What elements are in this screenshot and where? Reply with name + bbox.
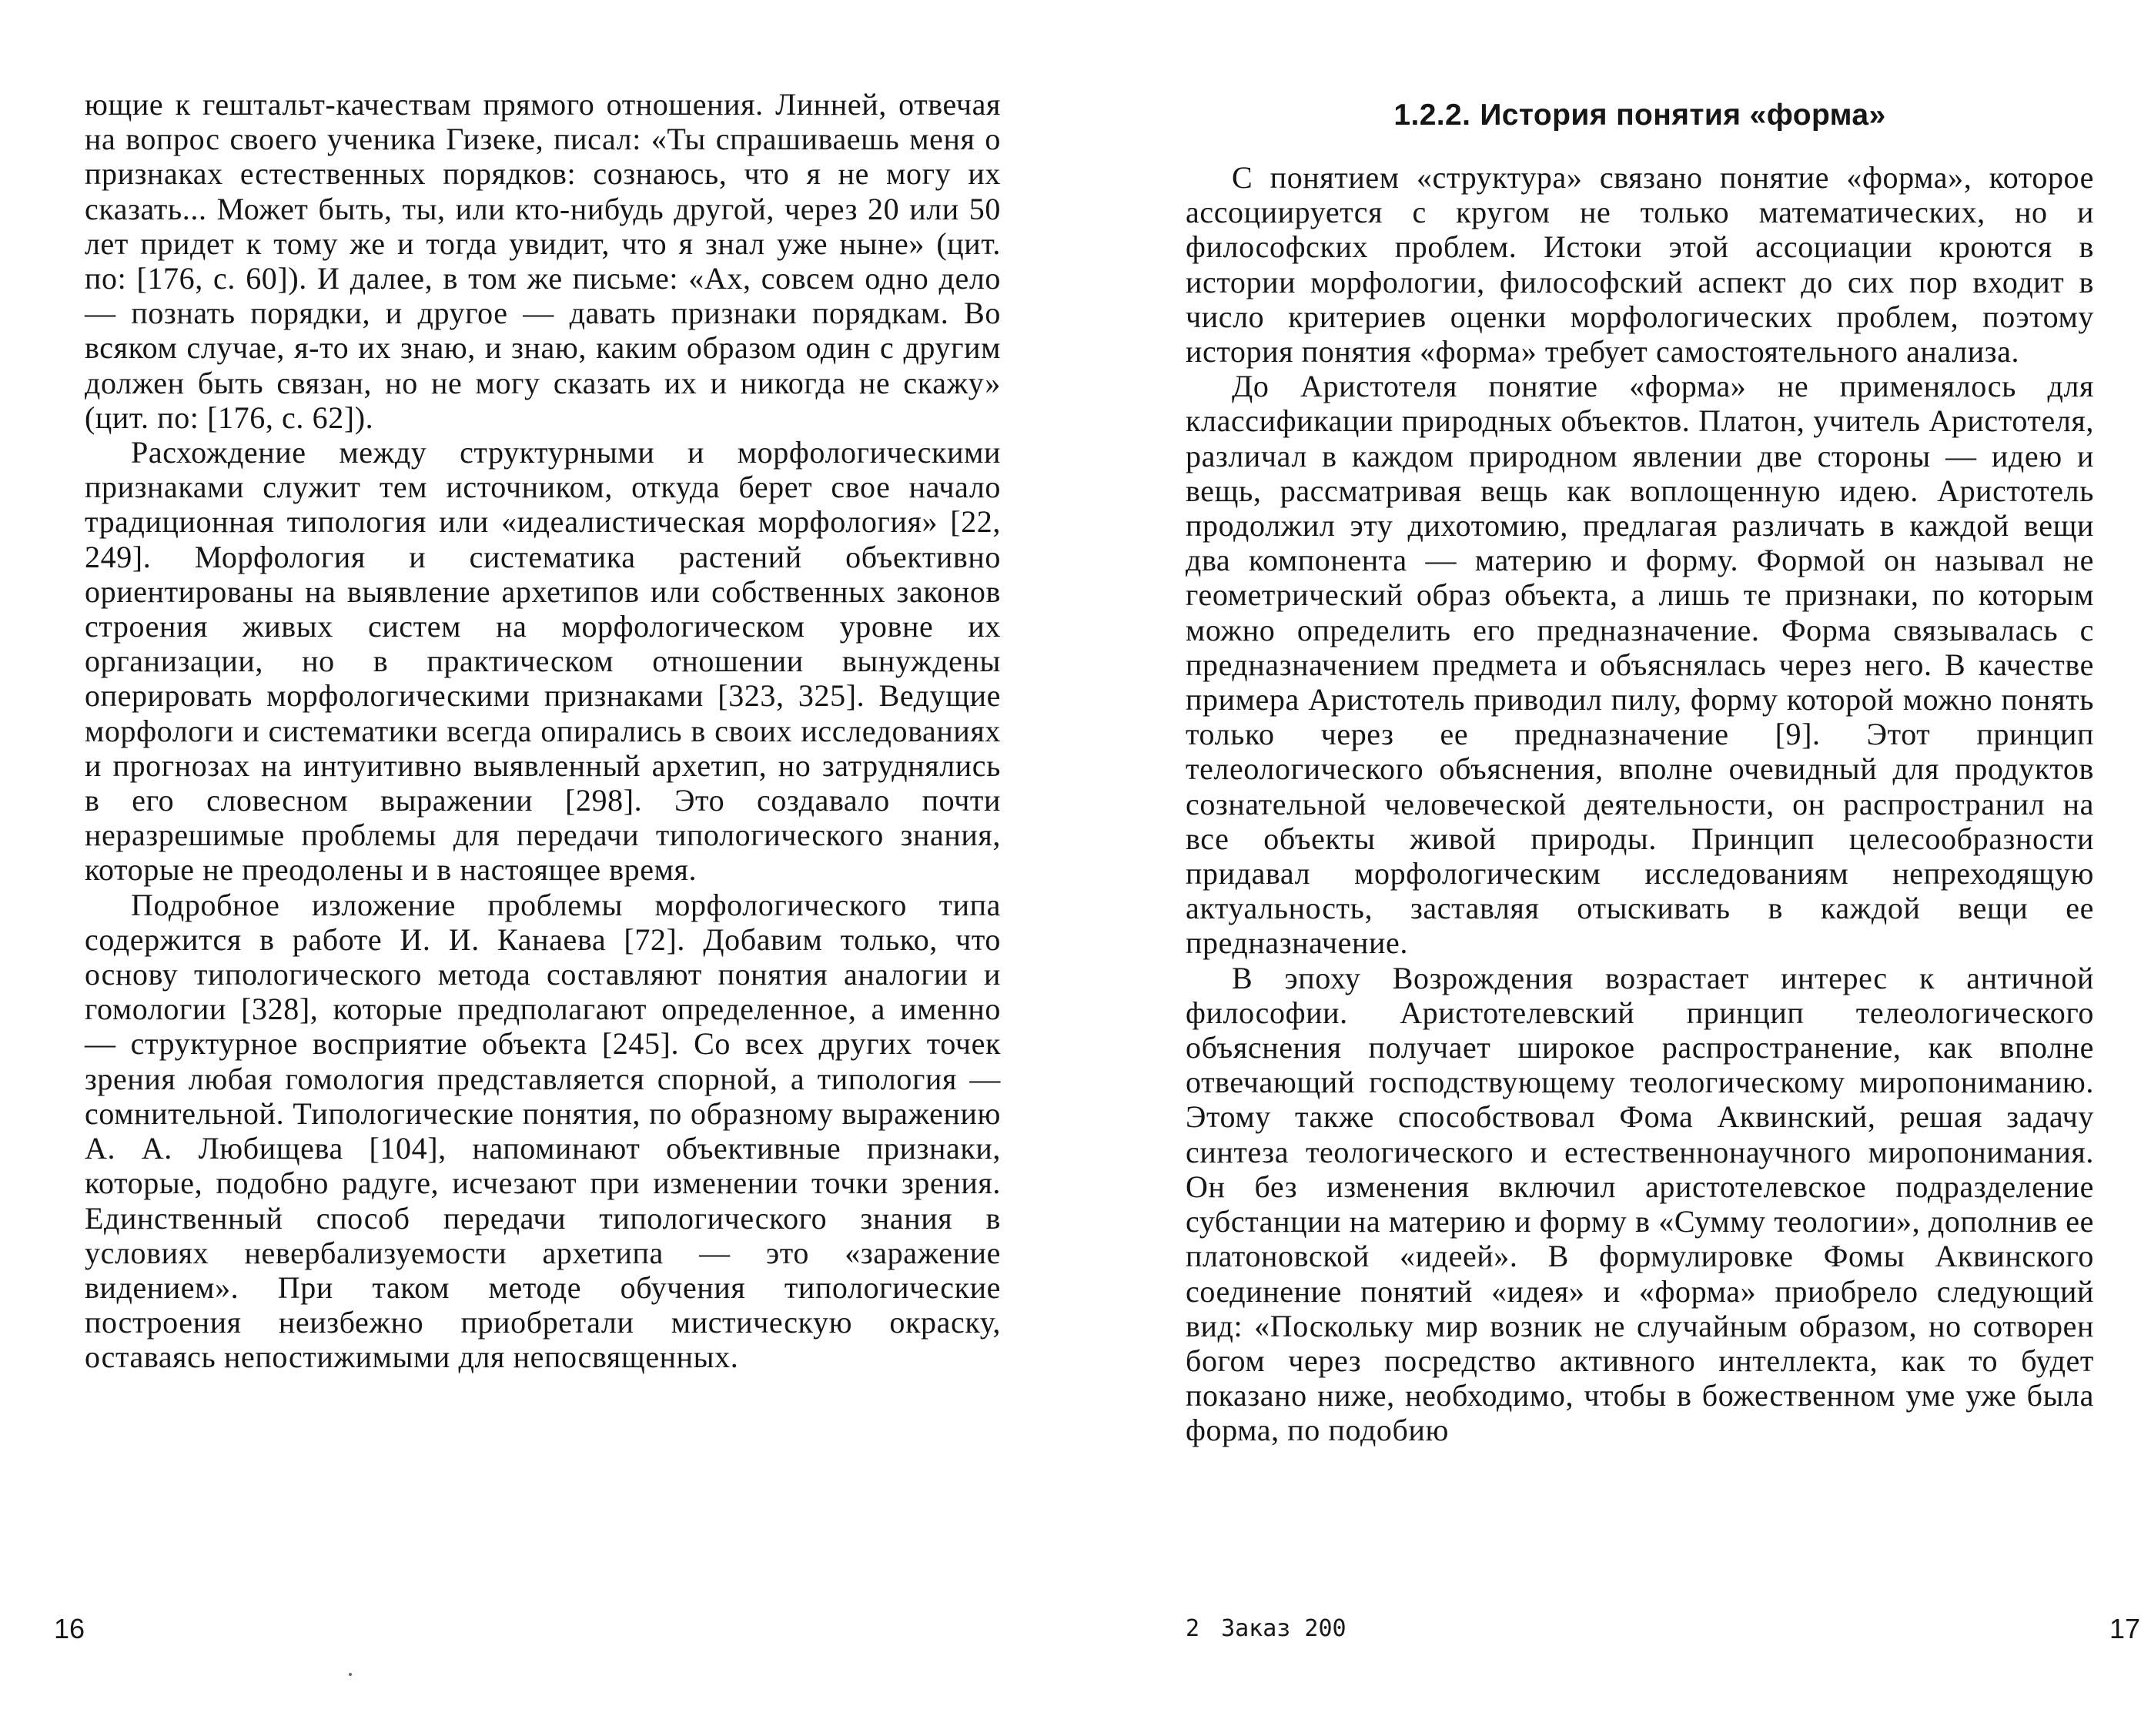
page-number-right: 17 [2109,1613,2140,1644]
section-title: История понятия «форма» [1480,99,1886,132]
paragraph: До Аристотеля понятие «форма» не применялось для классификации природных объектов. Платон, учитель Аристотеля, различал в каждом природном явлении две стороны — идею и вещь, рассматривая вещь как воплощенную идею. Аристотель продолжил эту дихотомию, предлагая различать в каждой вещи два компонента — материю и форму. Формой он называл не геометрический образ объекта, а лишь те признаки, по которым можно определить его предназначение. Форма связывалась с предназначением предмета и объяснялась через него. В качестве примера Аристотель приводил пилу, форму которой можно понять только через ее предназначение [9]. Этот принцип телеологического объяснения, вполне очевидный для продуктов сознательной человеческой деятельности, он распространил на все объекты живой природы. Принцип целесообразности придавал морфологическим исследованиям непреходящую актуальность, заставляя отыскивать в каждой вещи ее предназначение. [1186,369,2094,961]
paragraph: В эпоху Возрождения возрастает интерес к античной философии. Аристотелевский принцип телеологического объяснения получает широкое распространение, как вполне отвечающий господствующему теологическому миропониманию. Этому также способствовал Фома Аквинский, решая задачу синтеза теологического и естественнонаучного миропонимания. Он без изменения включил аристотелевское подразделение субстанции на материю и форму в «Сумму теологии», дополнив ее платоновской «идеей». В формулировке Фомы Аквинского соединение понятий «идея» и «форма» приобрело следующий вид: «Поскольку мир возник не случайным образом, но сотворен богом через посредство активного интеллекта, как то будет показано ниже, необходимо, чтобы в божественном уме уже была форма, по подобию [1186,960,2094,1448]
paragraph: ющие к гештальт-качествам прямого отношения. Линней, отвечая на вопрос своего ученика Гизеке, писал: «Ты спрашиваешь меня о признаках естественных порядков: сознаюсь, что я не могу их сказать... Может быть, ты, или кто-нибудь другой, через 20 или 50 лет придет к тому же и тогда увидит, что я знал уже ныне» (цит. по: [176, с. 60]). И далее, в том же письме: «Ах, совсем одно дело — познать порядки, и другое — давать признаки порядкам. Во всяком случае, я-то их знаю, и знаю, каким образом один с другим должен быть связан, но не могу сказать их и никогда не скажу» (цит. по: [176, с. 62]). [85,87,1001,435]
signature-number: 2 [1186,1615,1200,1642]
page-number-left: 16 [54,1613,85,1644]
order-note: Заказ 200 [1221,1615,1346,1642]
scan-speck [349,1673,352,1676]
paragraph: Подробное изложение проблемы морфологического типа содержится в работе И. И. Канаева [72]. Добавим только, что основу типологического метода составляют понятия аналогии и гомологии [328], которые предполагают определенное, а именно — структурное восприятие объекта [245]. Со всех других точек зрения любая гомология представляется спорной, а типология — сомнительной. Типологические понятия, по образному выражению А. А. Любищева [104], напоминают объективные признаки, которые, подобно радуге, исчезают при изменении точки зрения. Единственный способ передачи типологического знания в условиях невербализуемости архетипа — это «заражение видением». При таком методе обучения типологические построения неизбежно приобретали мистическую окраску, оставаясь непостижимыми для непосвященных. [85,887,1001,1375]
paragraph: Расхождение между структурными и морфологическими признаками служит тем источником, откуда берет свое начало традиционная типология или «идеалистическая морфология» [22, 249]. Морфология и систематика растений объективно ориентированы на выявление архетипов или собственных законов строения живых систем на морфологическом уровне их организации, но в практическом отношении вынуждены оперировать морфологическими признаками [323, 325]. Ведущие морфологи и систематики всегда опирались в своих исследованиях и прогнозах на интуитивно выявленный архетип, но затруднялись в его словесном выражении [298]. Это создавало почти неразрешимые проблемы для передачи типологического знания, которые не преодолены и в настоящее время. [85,435,1001,888]
paragraph: С понятием «структура» связано понятие «форма», которое ассоциируется с кругом не только математических, но и философских проблем. Истоки этой ассоциации кроются в истории морфологии, философский аспект до сих пор входит в число критериев оценки морфологических проблем, поэтому история понятия «форма» требует самостоятельного анализа. [1186,160,2094,370]
section-number: 1.2.2. [1393,99,1471,132]
